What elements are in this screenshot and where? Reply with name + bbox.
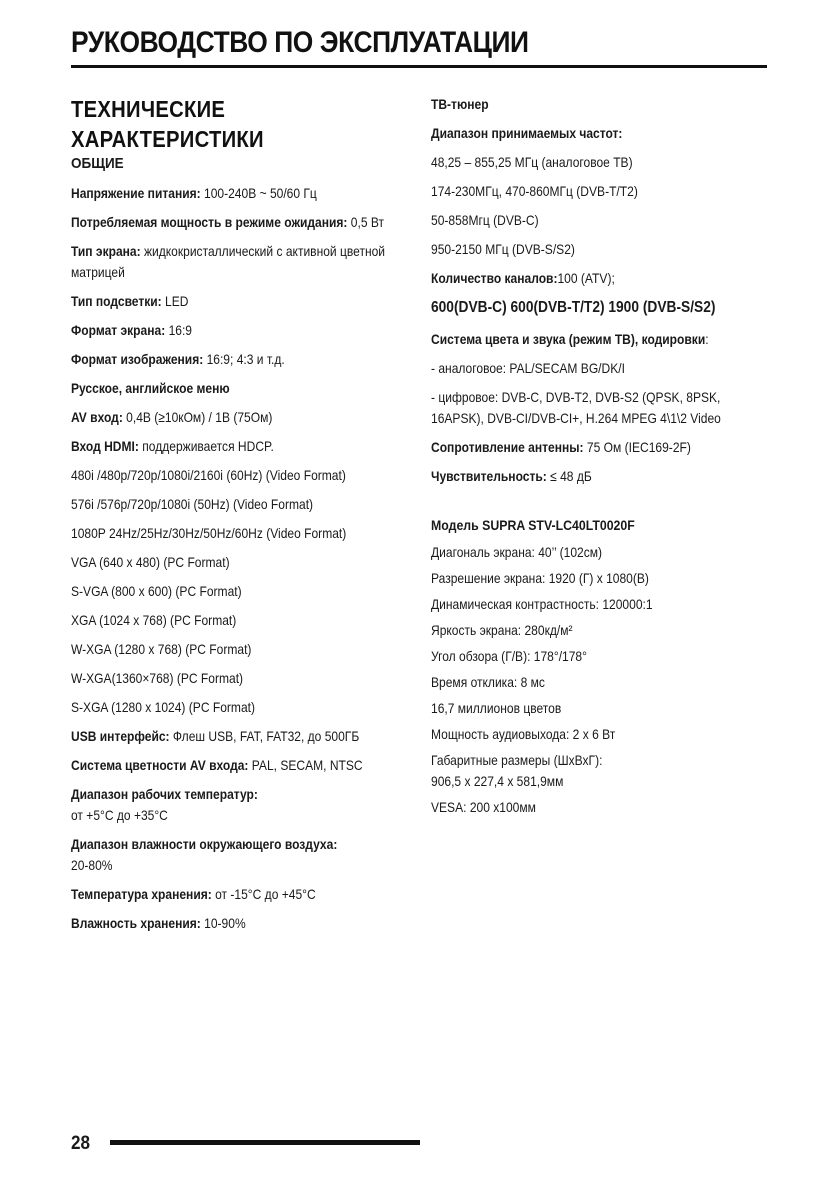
channel-count: Количество каналов:100 (ATV); [431,270,615,286]
color-system: Система цвета и звука (режим ТВ), кодировки: [431,331,709,347]
frequency-line: 50-858Мгц (DVB-C) [431,212,539,228]
model-title: Модель SUPRA STV-LC40LT0020F [431,517,635,533]
frequency-line: 950-2150 МГц (DVB-S/S2) [431,241,575,257]
spec-operating-temp: Диапазон рабочих температур: от +5°С до +35°С [71,786,258,823]
left-column [71,94,411,942]
color-analog: - аналоговое: PAL/SECAM BG/DK/I [431,360,625,376]
model-block [431,515,771,818]
spec-image-format: Формат изображения: 16:9; 4:3 и т.д. [71,351,285,367]
spec-screen-format: Формат экрана: 16:9 [71,322,193,338]
section-title-line-2: ХАРАКТЕРИСТИКИ [71,126,264,152]
spec-storage-temp: Температура хранения: от -15°С до +45°С [71,886,316,902]
color-digital: - цифровое: DVB-C, DVB-T2, DVB-S2 (QPSK, 8PSK, 16APSK), DVB-CI/DVB-CI+, H.264 MPEG 4\1\2 Video [431,389,721,426]
model-spec-line: Угол обзора (Г/В): 178°/178° [431,648,587,664]
spec-usb: USB интерфейс: Флеш USB, FAT, FAT32, до 500ГБ [71,728,360,744]
model-spec-line: Разрешение экрана: 1920 (Г) x 1080(В) [431,570,649,586]
tuner-title: ТВ-тюнер [431,96,489,112]
format-line: S-VGA (800 x 600) (PC Format) [71,583,242,599]
model-spec-line: Мощность аудиовыхода: 2 x 6 Вт [431,726,616,742]
spec-hdmi-input: Вход HDMI: поддерживается HDCP. [71,438,274,454]
format-line: VGA (640 x 480) (PC Format) [71,554,230,570]
spec-av-color-system: Система цветности AV входа: PAL, SECAM, NTSC [71,757,363,773]
model-spec-line: Диагональ экрана: 40’’ (102см) [431,544,603,560]
format-line: W-XGA(1360×768) (PC Format) [71,670,244,686]
antenna-impedance: Сопротивление антенны: 75 Ом (IEC169-2F) [431,439,691,455]
frequency-line: 48,25 – 855,25 МГц (аналоговое ТВ) [431,154,633,170]
channel-count-digital: 600(DVB-C) 600(DVB-T/T2) 1900 (DVB-S/S2) [431,299,716,316]
spec-power: Напряжение питания: 100-240В ~ 50/60 Гц [71,185,317,201]
vesa-mount: VESA: 200 x100мм [431,799,536,815]
spec-humidity: Диапазон влажности окружающего воздуха: 20-80% [71,836,338,873]
model-spec-line: Время отклика: 8 мс [431,674,545,690]
subsection-title: ОБЩИЕ [71,155,124,172]
format-line: W-XGA (1280 x 768) (PC Format) [71,641,252,657]
format-line: XGA (1024 x 768) (PC Format) [71,612,237,628]
right-column [431,94,771,823]
section-title-line-1: ТЕХНИЧЕСКИЕ [71,96,226,122]
header-rule [71,65,767,68]
dimensions-value: 906,5 x 227,4 x 581,9мм [431,773,564,789]
dimensions-label: Габаритные размеры (ШхВхГ): [431,752,603,768]
page-number: 28 [71,1133,91,1154]
frequency-line: 174-230МГц, 470-860МГц (DVB-T/T2) [431,183,638,199]
page-header [71,24,767,62]
spec-backlight: Тип подсветки: LED [71,293,189,309]
spec-storage-humidity: Влажность хранения: 10-90% [71,915,246,931]
frequency-range-title: Диапазон принимаемых частот: [431,125,623,141]
model-spec-line: Яркость экрана: 280кд/м² [431,622,573,638]
page-title: РУКОВОДСТВО ПО ЭКСПЛУАТАЦИИ [71,26,529,59]
format-line: 480i /480p/720p/1080i/2160i (60Hz) (Video Format) [71,467,346,483]
sensitivity: Чувствительность: ≤ 48 дБ [431,468,592,484]
model-spec-line: Динамическая контрастность: 120000:1 [431,596,653,612]
spec-av-input: AV вход: 0,4В (≥10кОм) / 1В (75Ом) [71,409,273,425]
format-line: 1080P 24Hz/25Hz/30Hz/50Hz/60Hz (Video Format) [71,525,347,541]
footer-rule [110,1140,420,1145]
spec-menu-language: Русское, английское меню [71,380,230,396]
model-spec-line: 16,7 миллионов цветов [431,700,562,716]
spec-standby: Потребляемая мощность в режиме ожидания: 0,5 Вт [71,214,385,230]
format-line: S-XGA (1280 x 1024) (PC Format) [71,699,256,715]
spec-screen-type: Тип экрана: жидкокристаллический с активной цветной матрицей [71,243,386,280]
format-line: 576i /576p/720p/1080i (50Hz) (Video Format) [71,496,314,512]
